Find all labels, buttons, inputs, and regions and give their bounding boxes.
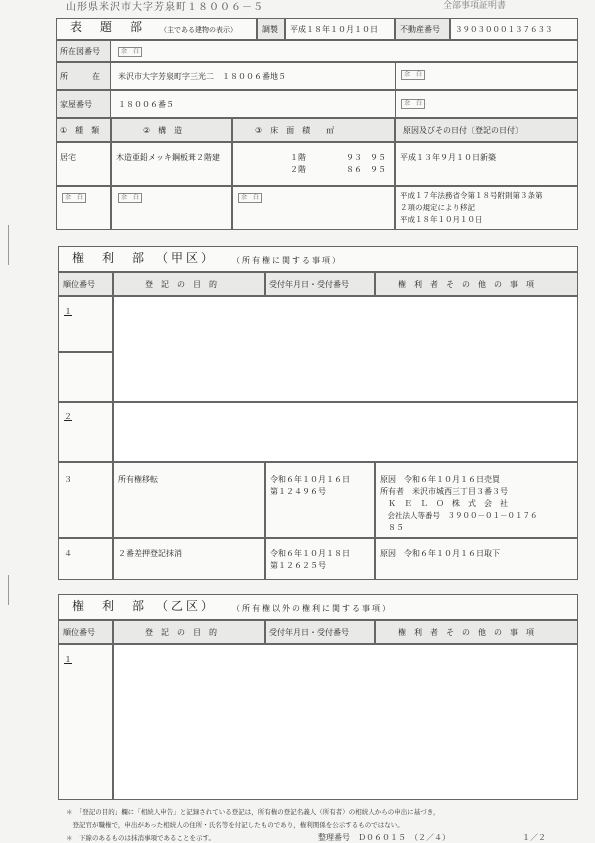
top-address: 山形県米沢市大字芳泉町１８００６－５ — [66, 2, 264, 13]
otsu-h-mokuteki: 登 記 の 目 的 — [145, 628, 217, 637]
footer-note-1: ＊ 「登記の目的」欄に「相続人申告」と記録されている登記は，所有権の登記名義人（所有者）の相続人からの申出に基づき， — [66, 808, 440, 816]
otsu-subtitle: （所有権以外の権利に関する事項） — [232, 604, 392, 613]
col-shurui: ① 種 類 — [60, 126, 100, 135]
shozai-value: 米沢市大字芳泉町字三光二 １８００６番地５ — [118, 72, 286, 81]
yohaku-stamp: 余 白 — [238, 193, 262, 203]
floor1-value: １階 ９３ ９５ — [290, 153, 386, 162]
kou-h-kenrisha: 権 利 者 そ の 他 の 事 項 — [398, 280, 534, 289]
chosei-label: 調製 — [262, 25, 278, 34]
kou-h-juni: 順位番号 — [63, 280, 95, 289]
shozai-zu-label: 所在図番号 — [60, 47, 100, 56]
kou-row1-no: １ — [64, 307, 72, 316]
hyodai-subtitle: （主である建物の表示） — [160, 26, 237, 34]
kou-row4-no: ４ — [64, 549, 72, 558]
kou-h-uketsuke: 受付年月日・受付番号 — [269, 280, 349, 289]
fudosan-label: 不動産番号 — [400, 25, 440, 34]
otsu-title: 権 利 部 （乙区） — [72, 599, 217, 613]
chosei-value: 平成１８年１０月１０日 — [290, 25, 378, 34]
kaoku-value: １８００６番５ — [118, 100, 174, 109]
kou-subtitle: （所有権に関する事項） — [232, 256, 342, 265]
col-kozo: ② 構 造 — [143, 126, 183, 135]
footer-note-3: ＊ 下線のあるものは抹消事項であることを示す。 — [66, 834, 215, 842]
top-right-label: 全部事項証明書 — [443, 1, 507, 11]
footer-note-2: 登記官が職権で，申出があった相続人の住所・氏名等を付記したものであり，権利関係を公示するものではない。 — [66, 821, 404, 829]
shozai-label: 所 在 — [60, 72, 100, 81]
otsu-h-kenrisha: 権 利 者 そ の 他 の 事 項 — [398, 628, 534, 637]
kou-title: 権 利 部 （甲区） — [72, 251, 217, 265]
yohaku-stamp: 余 白 — [401, 99, 425, 109]
kou-h-mokuteki: 登 記 の 目 的 — [145, 280, 217, 289]
kou-row3-num: 第１２４９６号 — [270, 487, 326, 496]
kou-row3-purpose: 所有権移転 — [118, 475, 158, 484]
kou-row4-purpose: ２番差押登記抹消 — [118, 549, 182, 558]
otsu-h-uketsuke: 受付年月日・受付番号 — [269, 628, 349, 637]
hyodai-title: 表 題 部 — [70, 20, 146, 34]
kou-row3-l1: 原因 令和６年１０月１６日売買 — [380, 475, 500, 484]
kou-row3-l3: Ｋ Ｅ Ｌ Ｏ 株 式 会 社 — [380, 499, 508, 508]
cause-value: 平成１３年９月１０日新築 — [400, 153, 496, 162]
yohaku-stamp: 余 白 — [118, 47, 142, 57]
yohaku-stamp: 余 白 — [62, 193, 86, 203]
binding-mark-2 — [8, 575, 9, 605]
col-yukamenseki: ③ 床 面 積 ㎡ — [255, 126, 335, 135]
binding-mark — [8, 225, 9, 265]
kou-row3-no: ３ — [64, 475, 72, 484]
floor2-value: ２階 ８６ ９５ — [290, 165, 386, 174]
kou-row2-no: ２ — [64, 412, 72, 421]
col-cause: 原因及びその日付〔登記の日付〕 — [403, 126, 523, 135]
yohaku-stamp: 余 白 — [118, 193, 142, 203]
fudosan-value: ３９０３０００１３７６３３ — [455, 25, 553, 34]
shurui-value: 居宅 — [60, 153, 76, 162]
yohaku-stamp: 余 白 — [401, 70, 425, 80]
page-number: １／２ — [522, 833, 546, 842]
otsu-row1-no: １ — [64, 655, 72, 664]
cause2-line1: 平成１７年法務省令第１８号附則第３条第 — [400, 191, 543, 200]
kou-row3-l2: 所有者 米沢市城西三丁目３番３号 — [380, 487, 508, 496]
kou-row3-l4: 会社法人等番号 ３９００－０１－０１７６ — [380, 511, 538, 520]
cause2-line2: ２項の規定により移記 — [400, 203, 475, 212]
kou-row4-num: 第１２６２５号 — [270, 561, 326, 570]
kou-row4-l1: 原因 令和６年１０月１６日取下 — [380, 549, 500, 558]
kaoku-label: 家屋番号 — [60, 100, 92, 109]
cause2-line3: 平成１８年１０月１０日 — [400, 215, 483, 224]
kozo-value: 木造亜鉛メッキ鋼板葺２階建 — [116, 153, 220, 162]
seiri-number: 整理番号 Ｄ０６０１５ （２／４） — [318, 833, 450, 842]
kou-row3-date: 令和６年１０月１６日 — [270, 475, 350, 484]
kou-row3-l5: ８５ — [380, 523, 404, 532]
kou-row4-date: 令和６年１０月１８日 — [270, 549, 350, 558]
otsu-h-juni: 順位番号 — [63, 628, 95, 637]
